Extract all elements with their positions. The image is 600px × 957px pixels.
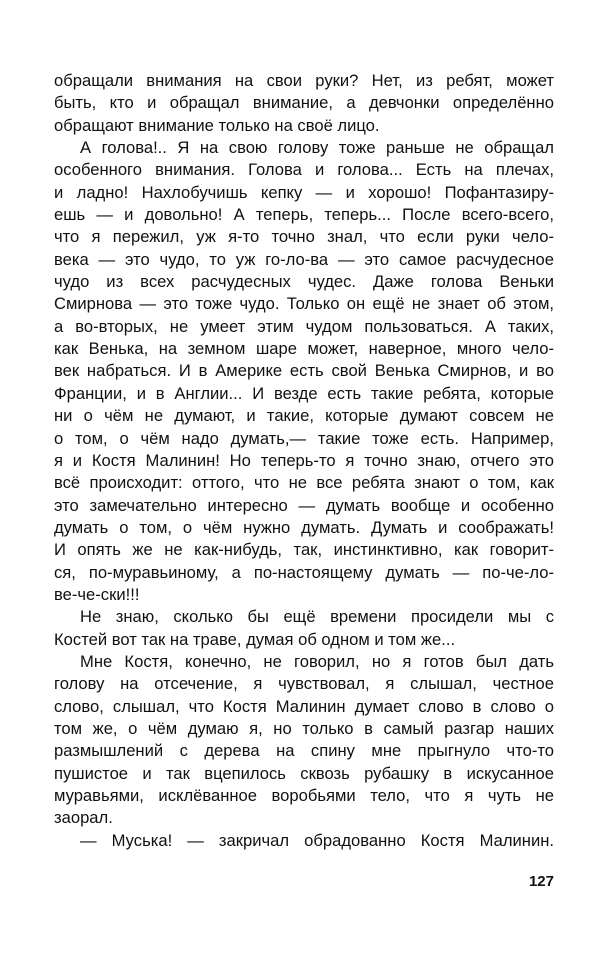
text-line: ве-че-ски!!! (54, 584, 140, 604)
text-line: о том, о чём надо думать,— такие тоже есть. Например, (54, 428, 554, 448)
text-line: думать о том, о чём нужно думать. Думать и соображать! (54, 517, 554, 537)
text-line: муравьями, исклёванное воробьями тело, что я чуть не (54, 786, 554, 805)
book-page-text (54, 70, 554, 852)
text-line: Франции, и в Англии... И везде есть такие ребята, которые (54, 383, 554, 403)
text-line: а во-вторых, не умеет этим чудом пользоваться. А таких, (54, 316, 554, 336)
text-line: Смирнова — это тоже чудо. Только он ещё не знает об этом, (54, 294, 554, 314)
text-line: И опять же не как-нибудь, так, инстинктивно, как говорит- (54, 540, 554, 560)
text-line: ешь — и довольно! А теперь, теперь... После всего-всего, (54, 205, 554, 225)
text-line: как Венька, на земном шаре может, наверное, много чело- (54, 339, 554, 359)
text-line: обращают внимание только на своё лицо. (54, 115, 380, 135)
text-line: всё происходит: оттого, что не все ребята знают о том, как (54, 473, 554, 493)
text-line: А голова!.. Я на свою голову тоже раньше не обращал (80, 138, 554, 158)
text-line: размышлений с дерева на спину мне прыгнуло что-то (54, 741, 554, 761)
text-line: Не знаю, сколько бы ещё времени просидели мы с (80, 607, 554, 627)
text-line: — Муська! — закричал обрадованно Костя Малинин. (80, 830, 554, 850)
text-line: века — это чудо, то уж го-ло-ва — это самое расчудесное (54, 249, 554, 269)
text-line: быть, кто и обращал внимание, а девчонки определённо (54, 93, 554, 113)
text-line: Костей вот так на траве, думая об одном и том же... (54, 629, 456, 649)
text-line: и ладно! Нахлобучишь кепку — и хорошо! Пофантазиру- (54, 182, 554, 202)
text-line: я и Костя Малинин! Но теперь-то я точно знаю, отчего это (54, 450, 554, 470)
text-line: это замечательно интересно — думать вообще и особенно (54, 495, 554, 515)
text-line: обращали внимания на свои руки? Нет, из ребят, может (54, 71, 554, 90)
text-line: особенного внимания. Голова и голова... Есть на плечах, (54, 160, 554, 180)
text-line: век набраться. И в Америке есть свой Венька Смирнов, и во (54, 361, 554, 381)
text-line: голову на отсечение, я чувствовал, я слышал, честное (54, 674, 554, 694)
text-line: что я пережил, уж я-то точно знал, что если руки чело- (54, 227, 554, 247)
text-line: Мне Костя, конечно, не говорил, но я готов был дать (80, 651, 554, 671)
page-number: 127 (528, 873, 554, 890)
text-line: слово, слышал, что Костя Малинин думает слово в слово о (54, 696, 554, 716)
text-line: том же, о чём думаю я, но только в самый разгар наших (54, 718, 554, 738)
text-line: ся, по-муравьиному, а по-настоящему думать — по-че-ло- (54, 562, 554, 582)
text-line: ни о чём не думают, и такие, которые думают совсем не (54, 406, 554, 426)
text-line: заорал. (54, 808, 113, 828)
text-line: чудо из всех расчудесных чудес. Даже голова Веньки (54, 272, 554, 292)
text-line: пушистое и так вцепилось сквозь рубашку в искусанное (54, 763, 554, 783)
